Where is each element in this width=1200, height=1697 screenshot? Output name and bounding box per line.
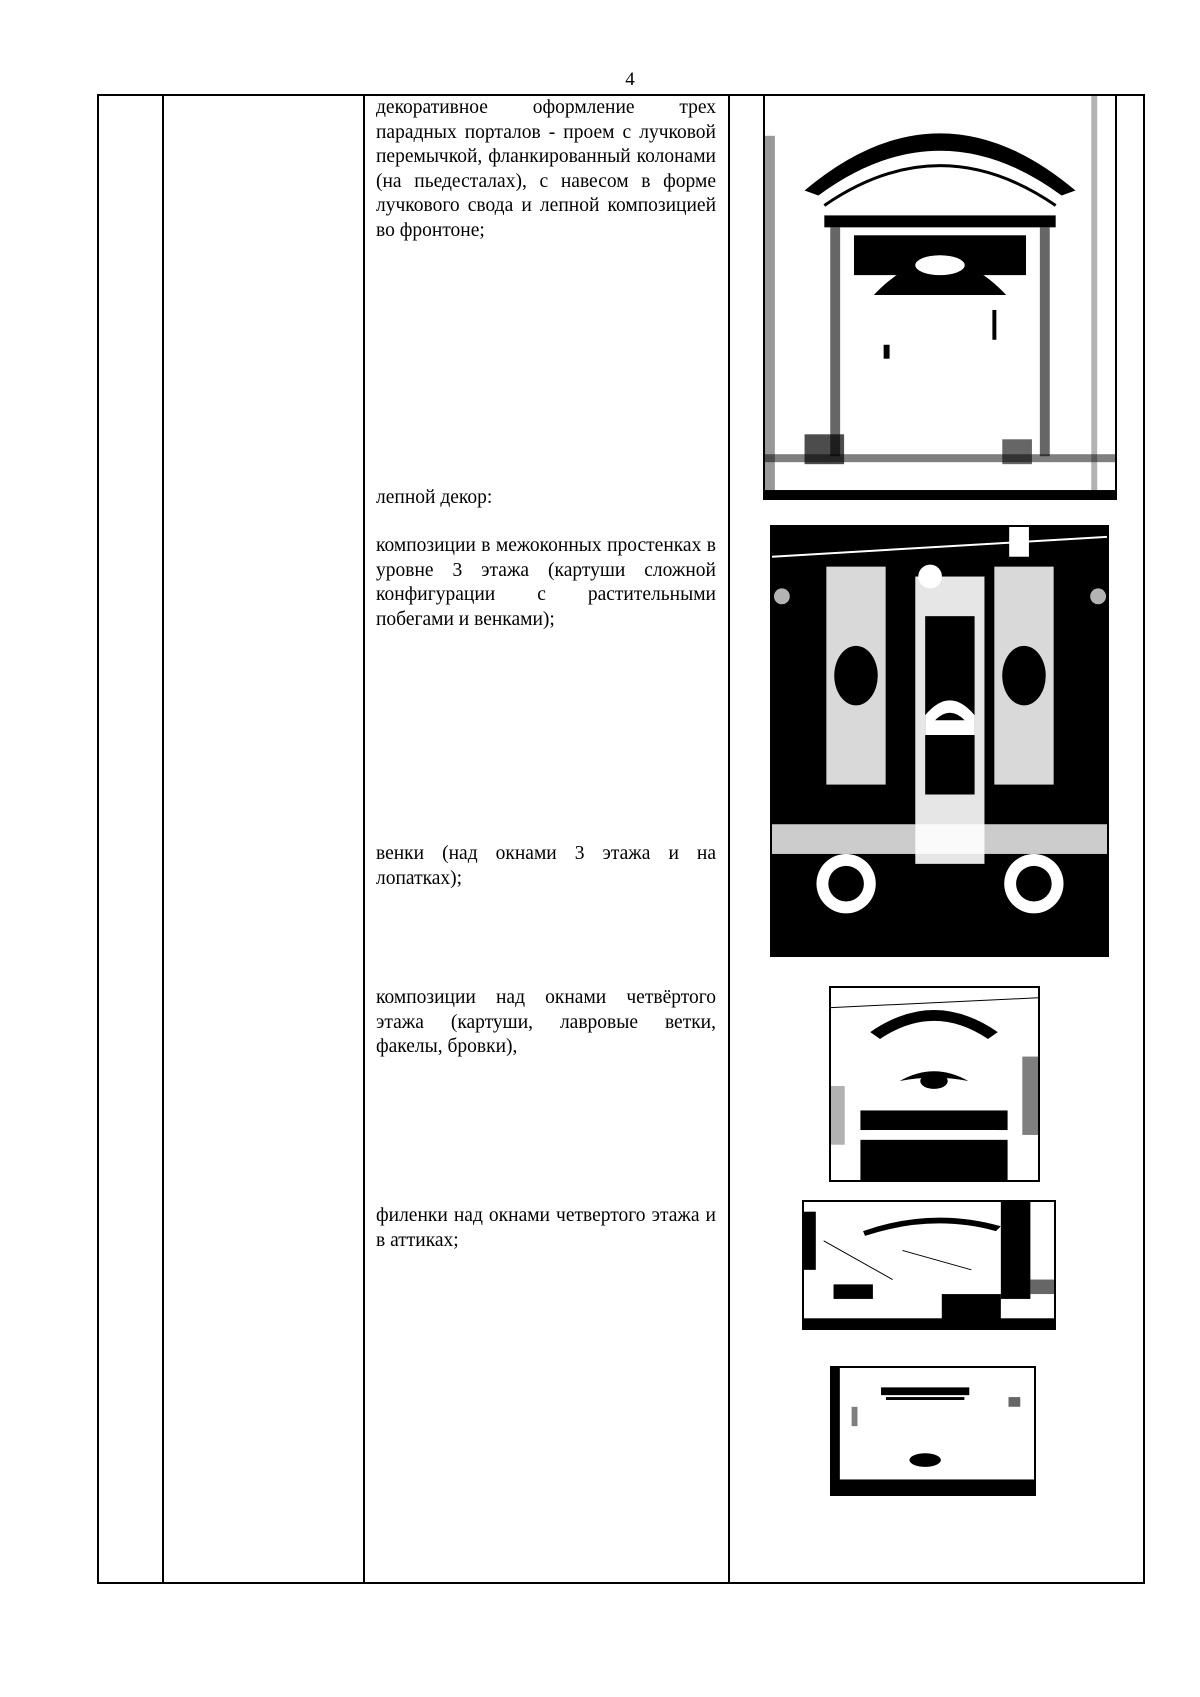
entry-pier-compositions-text: композиции в межоконных простенках в уровне 3 этажа (картуши сложной конфигурации с растительными побегами и венками);: [376, 535, 716, 630]
photo-portal: [763, 96, 1117, 500]
features-table: [97, 94, 1145, 1584]
column-divider-3: [728, 96, 730, 1582]
entry-panels-text: филенки над окнами четвертого этажа и в аттиках;: [376, 1205, 716, 1251]
entry-stucco-heading: лепной декор:: [376, 487, 493, 508]
photo-panels-fourth-floor: [802, 1200, 1056, 1330]
photo-fourth-floor-composition: [829, 986, 1040, 1182]
entry-fourth-floor-compositions-text: композиции над окнами четвёртого этажа (картуши, лавровые ветки, факелы, бровки),: [376, 987, 716, 1057]
page-number: 4: [625, 69, 635, 90]
column-divider-1: [162, 96, 164, 1582]
entry-portals-text: декоративное оформление трех парадных порталов - проем с лучковой перемычкой, фланкированный колонами (на пьедесталах), с навесом в форме лучкового свода и лепной композицией во фронтоне;: [376, 97, 716, 241]
entry-wreaths-text: венки (над окнами 3 этажа и на лопатках);: [376, 843, 716, 889]
photo-pier-compositions: [770, 525, 1109, 957]
photo-attic-panel: [830, 1366, 1036, 1496]
column-divider-2: [363, 96, 365, 1582]
